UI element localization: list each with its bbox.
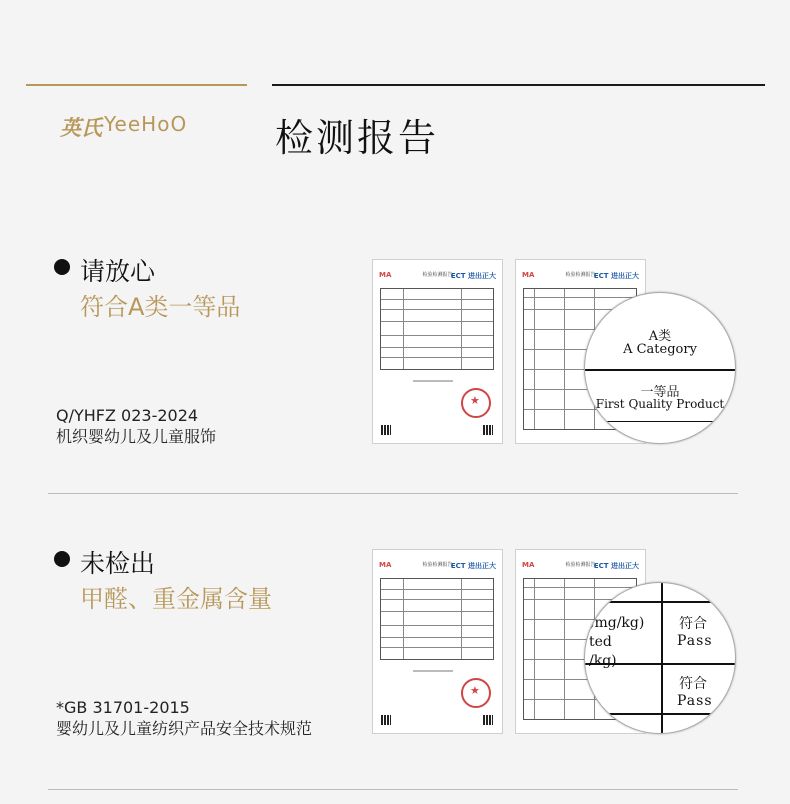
ect-logo: ECT 进出正大 bbox=[593, 562, 639, 570]
report-title: 检验检测报告 bbox=[422, 272, 453, 278]
section-divider bbox=[48, 493, 738, 494]
magnifier-zoom-2 bbox=[584, 582, 736, 734]
page-title: 检测报告 bbox=[275, 116, 440, 160]
cma-logo: MA bbox=[379, 271, 392, 279]
cma-logo: MA bbox=[522, 561, 535, 569]
qr-code-icon bbox=[483, 715, 493, 725]
section2-standard-name: 婴幼儿及儿童纺织产品安全技术规范 bbox=[56, 719, 313, 738]
cma-logo: MA bbox=[522, 271, 535, 279]
bullet-icon bbox=[54, 551, 70, 567]
ect-logo: ECT 进出正大 bbox=[450, 562, 496, 570]
section2-heading: 未检出 bbox=[80, 549, 156, 578]
section1-standard-code: Q/YHFZ 023-2024 bbox=[56, 406, 199, 425]
qr-code-icon bbox=[483, 425, 493, 435]
zoom-text: ted bbox=[589, 634, 612, 650]
test-report-thumbnail bbox=[372, 259, 503, 444]
section2-standard-code: *GB 31701-2015 bbox=[56, 698, 190, 717]
section1-subheading: 符合A类一等品 bbox=[80, 293, 241, 321]
report-title: 检验检测报告 bbox=[565, 272, 596, 278]
report-title: 检验检测报告 bbox=[422, 562, 453, 568]
test-report-thumbnail bbox=[372, 549, 503, 734]
zoom-text: /kg) bbox=[589, 653, 617, 669]
brand-logo-en: YeeHoO bbox=[104, 112, 188, 136]
brand-logo-cn: 英氏 bbox=[60, 115, 102, 140]
magnifier-zoom-1 bbox=[584, 292, 736, 444]
ect-logo: ECT 进出正大 bbox=[450, 272, 496, 280]
qr-code-icon bbox=[381, 425, 391, 435]
zoom-text: 符合 bbox=[679, 616, 707, 632]
red-seal-icon: ★ bbox=[461, 678, 491, 708]
zoom-text: Pass bbox=[677, 693, 713, 709]
zoom-text: A Category bbox=[623, 342, 697, 357]
report-title: 检验检测报告 bbox=[565, 562, 596, 568]
bullet-icon bbox=[54, 259, 70, 275]
qr-code-icon bbox=[381, 715, 391, 725]
cma-logo: MA bbox=[379, 561, 392, 569]
report-table bbox=[380, 288, 494, 370]
section1-heading: 请放心 bbox=[80, 257, 156, 286]
zoom-text: A类 bbox=[648, 329, 672, 344]
zoom-text: 一等品 bbox=[640, 385, 680, 400]
section1-standard-name: 机织婴幼儿及儿童服饰 bbox=[56, 427, 217, 446]
report-table bbox=[380, 578, 494, 660]
ect-logo: ECT 进出正大 bbox=[593, 272, 639, 280]
zoom-text: First Quality Product bbox=[595, 397, 725, 411]
section2-subheading: 甲醛、重金属含量 bbox=[80, 585, 272, 613]
zoom-text: )mg/kg) bbox=[589, 615, 645, 631]
red-seal-icon: ★ bbox=[461, 388, 491, 418]
zoom-text: Pass bbox=[677, 633, 713, 649]
zoom-text: 符合 bbox=[679, 676, 707, 692]
gold-rule bbox=[26, 84, 247, 86]
section-divider bbox=[48, 789, 738, 790]
black-rule bbox=[272, 84, 765, 86]
